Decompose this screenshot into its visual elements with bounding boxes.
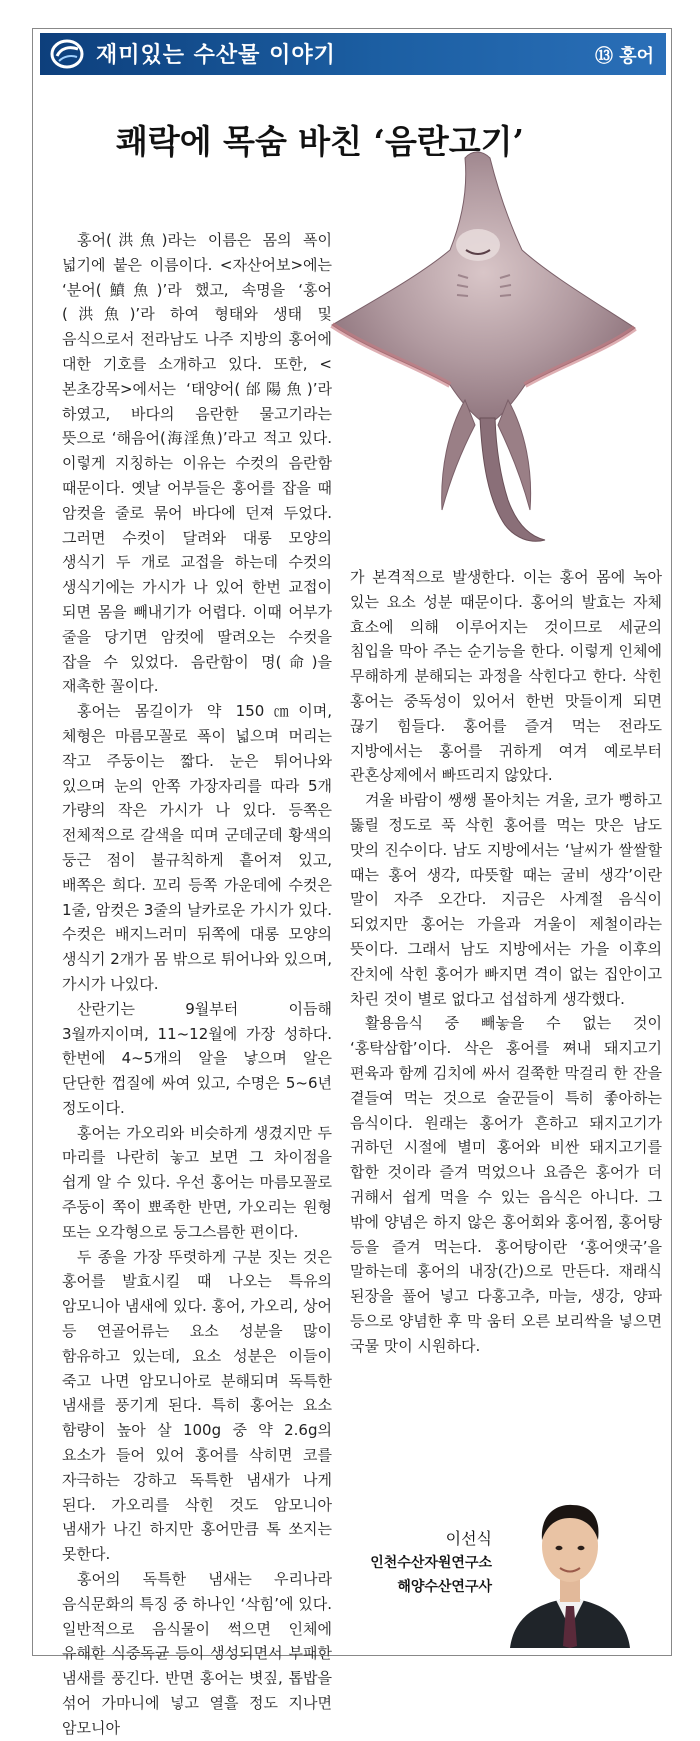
author-byline: [352, 1527, 492, 1599]
series-title: 재미있는 수산물 이야기: [96, 43, 336, 68]
paragraph: 활용음식 중 빼놓을 수 없는 것이 ‘홍탁삼합’이다. 삭은 홍어를 쪄내 돼지고기 편육과 함께 김치에 싸서 걸쭉한 막걸리 한 잔을 곁들여 먹는 것으로 술꾼들이 특히 좋아하는 음식이다. 원래는 홍어가 흔하고 돼지고기가 귀하던 시절에 별미 홍어와 비싼 돼지고기를 합한 것이라 즐겨 먹었으나 요즘은 홍어가 더 귀해서 쉽게 먹을 수 있는 음식은 아니다. 그 밖에 양념은 하지 않은 홍어회와 홍어찜, 홍어탕 등을 즐겨 먹는다. 홍어탕이란 ‘홍어앳국’을 말하는데 홍어의 내장(간)으로 만든다. 재래식 된장을 풀어 넣고 다홍고추, 마늘, 생강, 양파 등으로 양념한 후 막 움터 오른 보리싹을 넣으면 국물 맛이 시원하다.: [350, 1014, 662, 1355]
series-banner: [40, 33, 666, 75]
wave-logo-icon: [50, 38, 84, 70]
paragraph: 홍어(洪魚)라는 이름은 몸의 폭이 넓기에 붙은 이름이다. <자산어보>에는 ‘분어(鱝魚)’라 했고, 속명을 ‘홍어(洪魚)’라 하여 형태와 생태 및 음식으로서 전라남도 나주 지방의 홍어에 대한 기호를 소개하고 있다. 또한, <본초강목>에서는 ‘태양어(邰陽魚)’라 하였고, 바다의 음란한 물고기라는 뜻으로 ‘해음어(海淫魚)’라고 적고 있다. 이렇게 지칭하는 이유는 수컷의 음란함 때문이다. 옛날 어부들은 홍어를 잡을 때 암컷을 줄로 묶어 바다에 던져 두었다. 그러면 수컷이 달려와 대롱 모양의 생식기 두 개로 교접을 하는데 수컷의 생식기에는 가시가 나 있어 한번 교접이 되면 몸을 빼내기가 어렵다. 이때 어부가 줄을 당기면 암컷에 딸려오는 수컷을 잡을 수 있었다. 음란함이 명(命)을 재촉한 꼴이다.: [62, 231, 332, 696]
paragraph: 홍어는 몸길이가 약 150㎝이며, 체형은 마름모꼴로 폭이 넓으며 머리는 작고 주둥이는 짧다. 눈은 튀어나와 있으며 눈의 안쪽 가장자리를 따라 5개 가량의 작은 가시가 나 있다. 등쪽은 전체적으로 갈색을 띠며 군데군데 황색의 둥근 점이 불규칙하게 흩어져 있고, 배쪽은 희다. 꼬리 등쪽 가운데에 수컷은 1줄, 암컷은 3줄의 날카로운 가시가 있다. 수컷은 배지느러미 뒤쪽에 대롱 모양의 생식기 2개가 몸 밖으로 튀어나와 있으며, 가시가 나있다.: [62, 702, 332, 993]
paragraph: 겨울 바람이 쌩쌩 몰아치는 겨울, 코가 뻥하고 뚫릴 정도로 푹 삭힌 홍어를 먹는 맛은 남도 맛의 진수이다. 남도 지방에서는 ‘날씨가 쌀쌀할 때는 홍어 생각, 따뜻할 때는 굴비 생각’이란 말이 자주 오간다. 지금은 사계절 음식이 되었지만 홍어는 가을과 겨울이 제철이라는 뜻이다. 그래서 남도 지방에서는 가을 이후의 잔치에 삭힌 홍어가 빠지면 격이 없는 집안이고 차린 것이 별로 없다고 섭섭하게 생각했다.: [350, 791, 662, 1008]
paragraph-continued: 가 본격적으로 발생한다. 이는 홍어 몸에 녹아 있는 요소 성분 때문이다. 홍어의 발효는 자체 효소에 의해 이루어지는 것이므로 세균의 침입을 막아 주는 순기능을 한다. 이렇게 인체에 무해하게 분해되는 과정을 삭힌다고 한다. 삭힌 홍어는 중독성이 있어서 한번 맛들이게 되면 끊기 힘들다. 홍어를 즐겨 먹는 전라도 지방에서는 홍어를 귀하게 여겨 예로부터 관혼상제에서 빠뜨리지 않았다.: [350, 568, 662, 785]
author-name: 이선식: [445, 1529, 492, 1548]
skate-fish-image: [330, 150, 640, 550]
article-column-left: [62, 228, 332, 1737]
paragraph: 홍어는 가오리와 비슷하게 생겼지만 두 마리를 나란히 놓고 보면 그 차이점을 쉽게 알 수 있다. 우선 홍어는 마름모꼴로 주둥이 쪽이 뾰족한 반면, 가오리는 원형 또는 오각형으로 둥그스름한 편이다.: [62, 1123, 332, 1241]
episode-label: ⑬ 홍어: [594, 46, 654, 67]
article-column-right: [350, 565, 662, 1425]
paragraph: 산란기는 9월부터 이듬해 3월까지이며, 11~12월에 가장 성하다. 한번에 4~5개의 알을 낳으며 알은 단단한 껍질에 싸여 있고, 수명은 5~6년 정도이다.: [62, 999, 332, 1117]
author-affiliation: 인천수산자원연구소: [370, 1555, 492, 1571]
paragraph: 두 종을 가장 뚜렷하게 구분 짓는 것은 홍어를 발효시킬 때 나오는 특유의 암모니아 냄새에 있다. 홍어, 가오리, 상어 등 연골어류는 요소 성분을 많이 함유하고 있는데, 요소 성분은 이들이 죽고 나면 암모니아로 분해되며 독특한 냄새를 풍기게 된다. 특히 홍어는 요소 함량이 높아 살 100g 중 약 2.6g의 요소가 들어 있어 홍어를 삭히면 코를 자극하는 강하고 독특한 냄새가 나게 된다. 가오리를 삭힌 것도 암모니아 냄새가 나긴 하지만 홍어만큼 톡 쏘지는 못한다.: [62, 1247, 332, 1564]
article-headline: 쾌락에 목숨 바친 ‘음란고기’: [115, 122, 525, 161]
paragraph: 홍어의 독특한 냄새는 우리나라 음식문화의 특징 중 하나인 ‘삭힘’에 있다. 일반적으로 음식물이 썩으면 인체에 유해한 식중독균 등이 생성되면서 부패한 냄새를 풍긴다. 반면 홍어는 볏짚, 톱밥을 섞어 가마니에 넣고 열흘 정도 지나면 암모니아: [62, 1570, 332, 1737]
author-portrait-image: [500, 1468, 640, 1648]
author-title: 해양수산연구사: [397, 1579, 492, 1595]
